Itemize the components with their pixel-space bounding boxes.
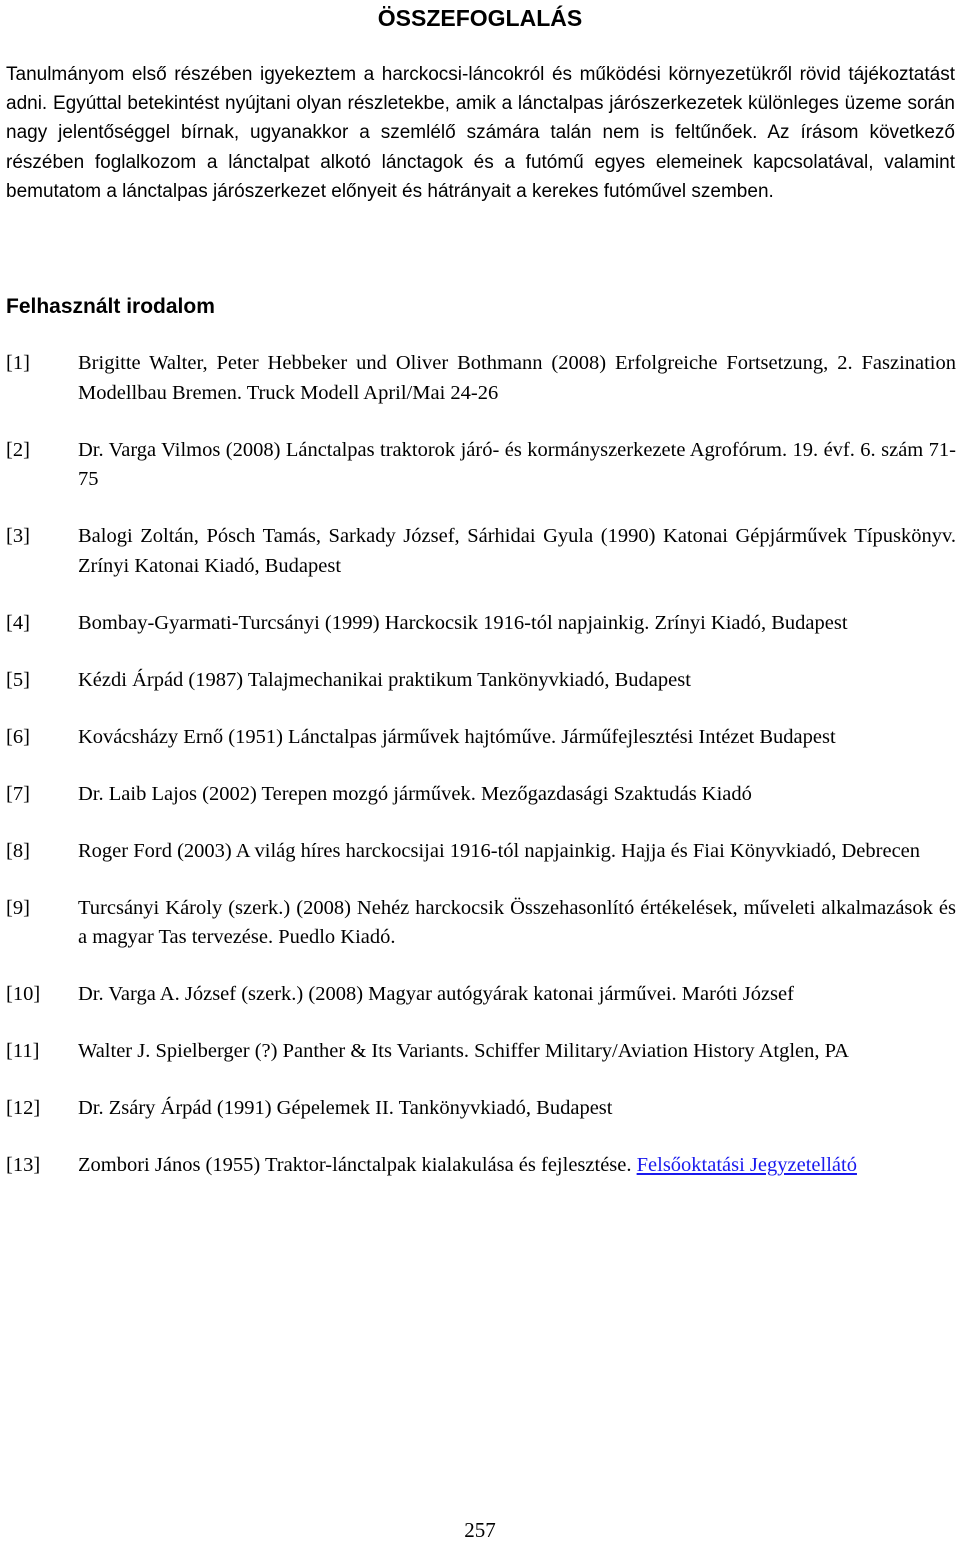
reference-item bbox=[6, 980, 956, 1010]
reference-number: [10] bbox=[6, 983, 41, 1005]
reference-text: Kovácsházy Ernő (1951) Lánctalpas járművek hajtóműve. Járműfejlesztési Intézet Budapest bbox=[78, 725, 836, 748]
page-title: ÖSSZEFOGLALÁS bbox=[377, 5, 583, 31]
reference-item bbox=[6, 1151, 956, 1181]
reference-text: Balogi Zoltán, Pósch Tamás, Sarkady József, Sárhidai Gyula (1990) Katonai Gépjárművek Típuskönyv. Zrínyi Katonai Kiadó, Budapest bbox=[78, 525, 956, 577]
publisher-link[interactable]: Felsőoktatási Jegyzetellátó bbox=[636, 1154, 857, 1176]
reference-text-with-link bbox=[78, 1151, 956, 1181]
summary-paragraph: Tanulmányom első részében igyekeztem a harckocsi-láncokról és működési környezetükről rövid tájékoztatást adni. Egyúttal betekintést nyújtani olyan részletekbe, amik a lánctalpas járószerkezetek különleges üzeme során nagy jelentőséggel bírnak, ugyanakkor a szemlélő számára talán nem is feltűnőek. Az írásom következő részében foglalkozom a lánctalpat alkotó lánctagok és a futómű egyes elemeinek kapcsolatával, valamint bemutatom a lánctalpas járószerkezet előnyeit és hátrányait a kerekes futóművel szemben. bbox=[6, 64, 955, 202]
references-list bbox=[6, 349, 956, 1208]
reference-text: Roger Ford (2003) A világ híres harckocsijai 1916-tól napjainkig. Hajja és Fiai Könyvkiadó, Debrecen bbox=[78, 839, 921, 862]
reference-item bbox=[6, 837, 956, 867]
reference-number: [4] bbox=[6, 611, 30, 634]
reference-number: [8] bbox=[6, 839, 30, 862]
reference-item bbox=[6, 522, 956, 581]
reference-item bbox=[6, 780, 956, 810]
reference-text: Dr. Laib Lajos (2002) Terepen mozgó járművek. Mezőgazdasági Szaktudás Kiadó bbox=[78, 782, 752, 805]
reference-item bbox=[6, 894, 956, 953]
reference-number: [12] bbox=[6, 1097, 41, 1119]
reference-text: Bombay-Gyarmati-Turcsányi (1999) Harckocsik 1916-tól napjainkig. Zrínyi Kiadó, Budapest bbox=[78, 611, 848, 634]
references-heading: Felhasznált irodalom bbox=[6, 295, 215, 318]
reference-number: [6] bbox=[6, 725, 30, 748]
reference-text: Dr. Varga Vilmos (2008) Lánctalpas traktorok járó- és kormányszerkezete Agrofórum. 19. évf. 6. szám 71-75 bbox=[78, 438, 956, 490]
reference-item bbox=[6, 609, 956, 639]
reference-item bbox=[6, 436, 956, 495]
reference-item bbox=[6, 1037, 956, 1067]
reference-number: [11] bbox=[6, 1040, 40, 1062]
reference-number: [9] bbox=[6, 896, 30, 919]
reference-number: [5] bbox=[6, 668, 30, 691]
reference-number: [2] bbox=[6, 438, 30, 461]
reference-text: Turcsányi Károly (szerk.) (2008) Nehéz harckocsik Összehasonlító értékelések, műveleti alkalmazások és a magyar Tas tervezése. Puedlo Kiadó. bbox=[78, 896, 956, 948]
reference-text: Dr. Zsáry Árpád (1991) Gépelemek II. Tankönyvkiadó, Budapest bbox=[78, 1097, 613, 1119]
reference-item bbox=[6, 1094, 956, 1124]
page-number: 257 bbox=[464, 1518, 496, 1542]
reference-text: Walter J. Spielberger (?) Panther & Its Variants. Schiffer Military/Aviation History Atglen, PA bbox=[78, 1040, 849, 1062]
reference-number: [3] bbox=[6, 525, 30, 547]
reference-item bbox=[6, 723, 956, 753]
reference-number: [13] bbox=[6, 1154, 41, 1176]
reference-item bbox=[6, 349, 956, 408]
reference-text: Kézdi Árpád (1987) Talajmechanikai praktikum Tankönyvkiadó, Budapest bbox=[78, 668, 691, 691]
reference-text: Zombori János (1955) Traktor-lánctalpak kialakulása és fejlesztése. bbox=[78, 1154, 637, 1176]
reference-text: Brigitte Walter, Peter Hebbeker und Oliver Bothmann (2008) Erfolgreiche Fortsetzung, 2. Faszination Modellbau Bremen. Truck Modell April/Mai 24-26 bbox=[78, 352, 956, 404]
reference-text: Dr. Varga A. József (szerk.) (2008) Magyar autógyárak katonai járművei. Maróti József bbox=[78, 983, 794, 1005]
reference-item bbox=[6, 666, 956, 696]
reference-number: [1] bbox=[6, 352, 30, 374]
reference-number: [7] bbox=[6, 782, 30, 805]
